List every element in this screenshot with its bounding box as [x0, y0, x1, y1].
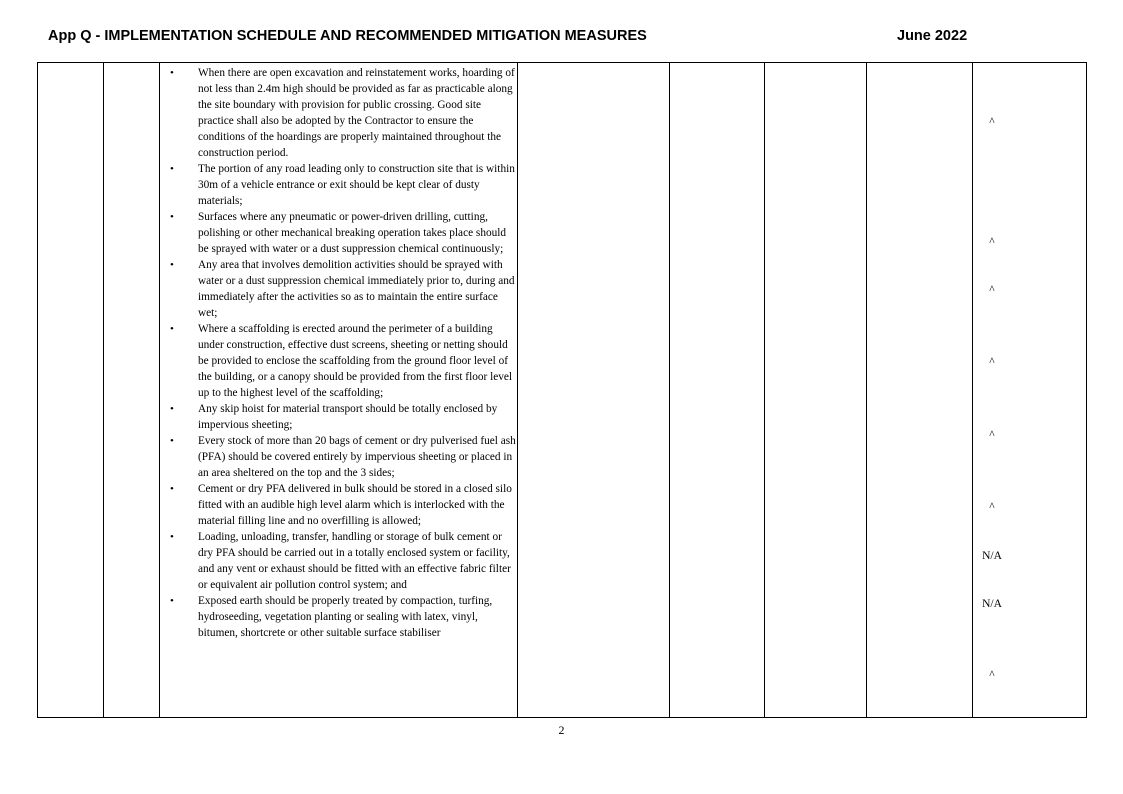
measure-item — [161, 209, 519, 257]
measure-text: Any skip hoist for material transport should be totally enclosed by impervious sheeting; — [198, 403, 498, 431]
bullet-icon: • — [170, 595, 174, 607]
status-mark: ^ — [989, 429, 995, 441]
page-number: 2 — [558, 723, 565, 737]
column-divider — [669, 63, 670, 717]
bullet-icon: • — [170, 67, 174, 79]
column-divider — [103, 63, 104, 717]
bullet-icon: • — [170, 211, 174, 223]
measure-item — [161, 593, 519, 641]
measure-item — [161, 321, 519, 401]
status-mark: ^ — [989, 236, 995, 248]
measure-text: Cement or dry PFA delivered in bulk should be stored in a closed silo fitted with an audible high level alarm which is interlocked with the material filling line and no overfilling is allowed; — [198, 483, 512, 527]
measure-item — [161, 481, 519, 529]
measure-item — [161, 161, 519, 209]
measure-item — [161, 433, 519, 481]
measure-item — [161, 65, 519, 161]
measure-text: Exposed earth should be properly treated by compaction, turfing, hydroseeding, vegetation planting or sealing with latex, vinyl, bitumen, shortcrete or other suitable surface stabiliser — [198, 595, 493, 639]
mitigation-measures-list — [161, 65, 519, 641]
measure-text: When there are open excavation and reinstatement works, hoarding of not less than 2.4m high should be provided as far as practicable along the site boundary with provision for public crossing. Good site practice shall also be adopted by the Contractor to ensure the conditions of the hoardings are properly maintained throughout the construction period. — [198, 67, 515, 159]
status-mark: ^ — [989, 669, 995, 681]
status-mark: ^ — [989, 501, 995, 513]
status-mark: ^ — [989, 284, 995, 296]
measure-text: Any area that involves demolition activities should be sprayed with water or a dust suppression chemical immediately prior to, during and immediately after the activities so as to maintain the entire surface wet; — [198, 259, 515, 319]
bullet-icon: • — [170, 483, 174, 495]
column-divider — [764, 63, 765, 717]
measure-text: The portion of any road leading only to construction site that is within 30m of a vehicle entrance or exit should be kept clear of dusty materials; — [198, 163, 515, 207]
bullet-icon: • — [170, 531, 174, 543]
status-mark: N/A — [982, 550, 1002, 562]
bullet-icon: • — [170, 163, 174, 175]
status-mark: N/A — [982, 598, 1002, 610]
bullet-icon: • — [170, 403, 174, 415]
measure-item — [161, 529, 519, 593]
column-divider — [972, 63, 973, 717]
implementation-schedule-table — [37, 62, 1087, 718]
status-mark: ^ — [989, 116, 995, 128]
measure-item — [161, 257, 519, 321]
column-divider — [866, 63, 867, 717]
document-title: App Q - IMPLEMENTATION SCHEDULE AND RECOMMENDED MITIGATION MEASURES — [48, 28, 647, 44]
measure-text: Loading, unloading, transfer, handling or storage of bulk cement or dry PFA should be carried out in a totally enclosed system or facility, and any vent or exhaust should be fitted with an effective fabric filter or equivalent air pollution control system; and — [198, 531, 511, 591]
status-mark: ^ — [989, 356, 995, 368]
bullet-icon: • — [170, 435, 174, 447]
column-divider — [159, 63, 160, 717]
bullet-icon: • — [170, 323, 174, 335]
measure-text: Surfaces where any pneumatic or power-driven drilling, cutting, polishing or other mechanical breaking operation takes place should be sprayed with water or a dust suppression chemical continuously; — [198, 211, 507, 255]
measure-text: Every stock of more than 20 bags of cement or dry pulverised fuel ash (PFA) should be covered entirely by impervious sheeting or placed in an area sheltered on the top and the 3 sides; — [198, 435, 516, 479]
measure-text: Where a scaffolding is erected around the perimeter of a building under construction, effective dust screens, sheeting or netting should be provided to enclose the scaffolding from the ground floor level of the building, or a canopy should be provided from the first floor level up to the highest level of the scaffolding; — [198, 323, 513, 399]
document-date: June 2022 — [897, 28, 968, 44]
measure-item — [161, 401, 519, 433]
bullet-icon: • — [170, 259, 174, 271]
